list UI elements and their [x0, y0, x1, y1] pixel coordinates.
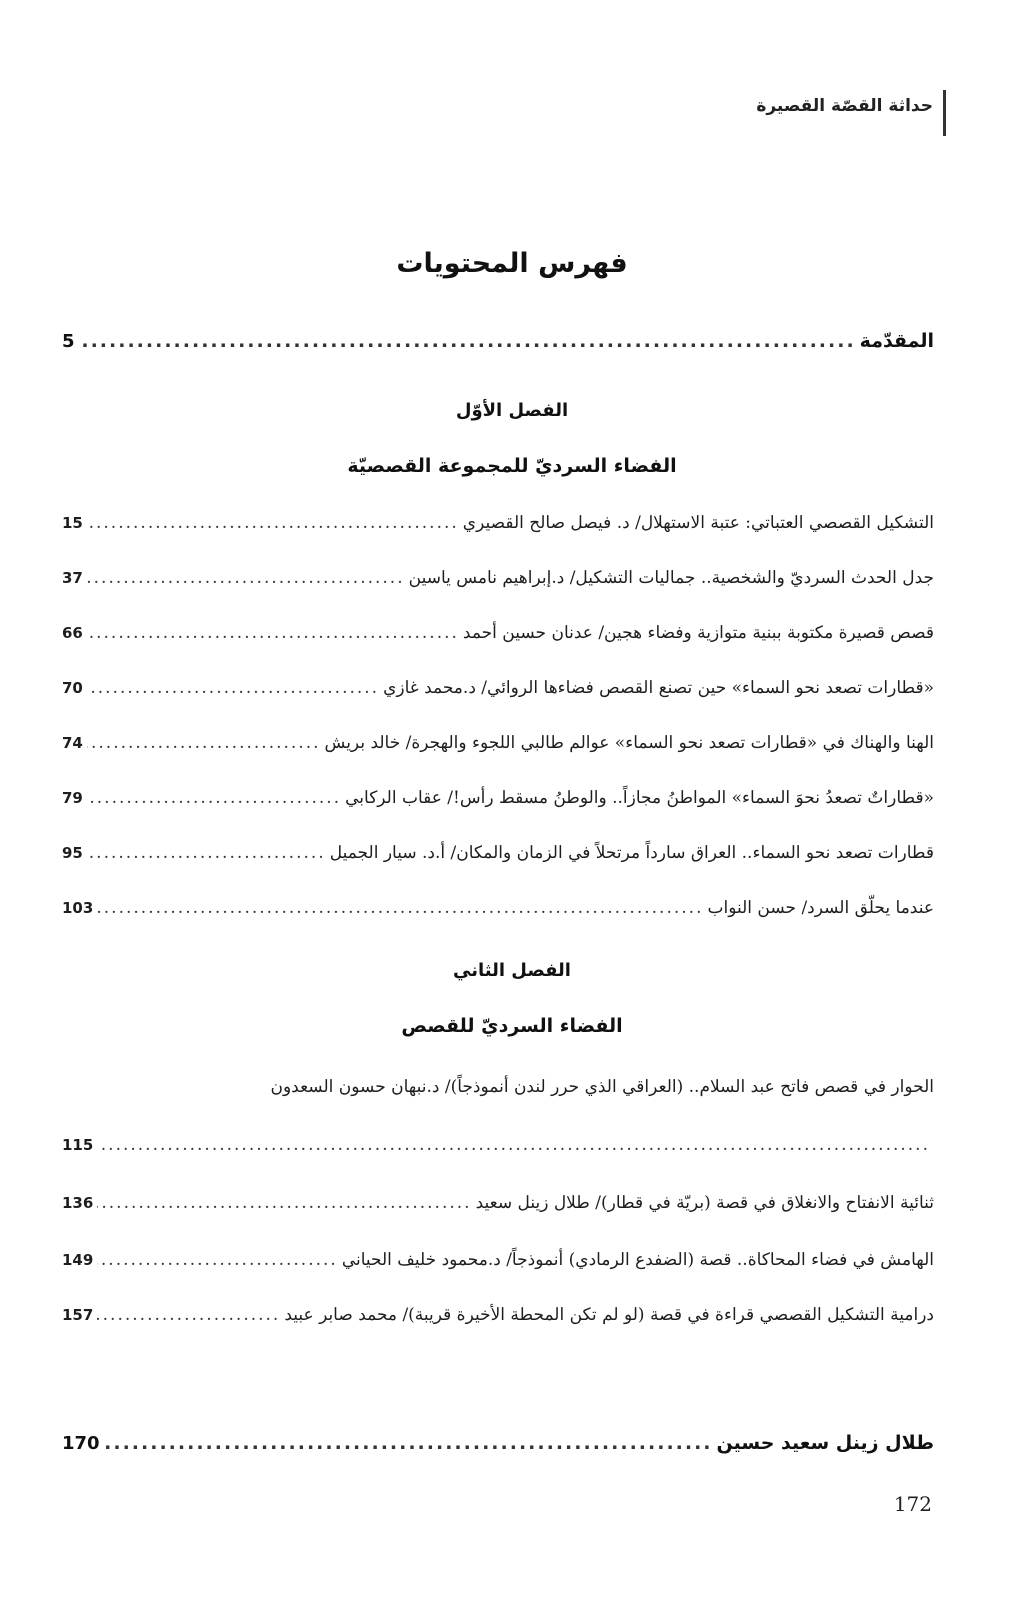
dot-leader: [97, 1135, 930, 1155]
toc-entry[interactable]: [62, 843, 934, 863]
dot-leader: [79, 330, 856, 352]
entry-page-number: 37: [62, 569, 83, 587]
dot-leader: [87, 733, 321, 753]
toc-entry-author[interactable]: [62, 1432, 934, 1454]
chapter2-number: الفصل الثاني: [453, 960, 571, 981]
entry-page-number: 136: [62, 1194, 94, 1212]
toc-entry[interactable]: [62, 898, 934, 918]
toc-entry[interactable]: [62, 733, 934, 753]
entry-label: عندما يحلّق السرد/ حسن النواب: [707, 898, 934, 918]
entry-page-number: 5: [62, 331, 75, 352]
toc-entry[interactable]: [62, 568, 934, 588]
entry-page-number: 79: [62, 789, 83, 807]
dot-leader: [104, 1432, 713, 1454]
toc-entry[interactable]: [62, 513, 934, 533]
header-rule: [943, 90, 946, 136]
running-header-title: حداثة القصّة القصيرة: [756, 96, 933, 116]
toc-entry[interactable]: [62, 1305, 934, 1325]
dot-leader: [87, 788, 341, 808]
entry-label: الهنا والهناك في «قطارات تصعد نحو السماء» عوالم طالبي اللجوء والهجرة/ خالد بريش: [324, 733, 934, 753]
dot-leader: [97, 1250, 338, 1270]
entry-page-number: 15: [62, 514, 83, 532]
entry-page-number: 157: [62, 1306, 94, 1324]
toc-entry[interactable]: [62, 788, 934, 808]
toc-entry-continuation[interactable]: [62, 1135, 934, 1155]
entry-label: ثنائية الانفتاح والانغلاق في قصة (بريّة في قطار)/ طلال زينل سعيد: [475, 1193, 934, 1213]
toc-entry[interactable]: [62, 1250, 934, 1270]
page-number: 172: [893, 1492, 932, 1516]
entry-label: التشكيل القصصي العتباتي: عتبة الاستهلال/ د. فيصل صالح القصيري: [462, 513, 934, 533]
entry-page-number: 103: [62, 899, 94, 917]
dot-leader: [97, 1193, 471, 1213]
entry-page-number: 149: [62, 1251, 94, 1269]
dot-leader: [97, 898, 703, 918]
entry-page-number: 115: [62, 1136, 94, 1154]
running-header: [756, 90, 946, 138]
toc-entry-introduction[interactable]: [62, 330, 934, 352]
entry-label: «قطاراتٌ تصعدُ نحوَ السماء» المواطنُ مجازاً.. والوطنُ مسقط رأس!/ عقاب الركابي: [345, 788, 934, 808]
entry-label: درامية التشكيل القصصي قراءة في قصة (لو لم تكن المحطة الأخيرة قريبة)/ محمد صابر عبيد: [284, 1305, 934, 1325]
entry-label: الحوار في قصص فاتح عبد السلام.. (العراقي الذي حرر لندن أنموذجاً)/ د.نبهان حسون السعدون: [270, 1077, 934, 1097]
entry-label: «قطارات تصعد نحو السماء» حين تصنع القصص فضاءها الروائي/ د.محمد غازي: [383, 678, 934, 698]
entry-page-number: 95: [62, 844, 83, 862]
entry-label: طلال زينل سعيد حسين: [716, 1432, 934, 1454]
entry-page-number: 70: [62, 679, 83, 697]
entry-page-number: 170: [62, 1433, 100, 1454]
toc-entry[interactable]: [62, 1193, 934, 1213]
chapter2-title: الفضاء السرديّ للقصص: [401, 1015, 623, 1037]
dot-leader: [87, 678, 379, 698]
dot-leader: [87, 843, 326, 863]
entry-page-number: 66: [62, 624, 83, 642]
entry-label: قطارات تصعد نحو السماء.. العراق سارداً مرتحلاً في الزمان والمكان/ أ.د. سيار الجميل: [329, 843, 934, 863]
entry-label: جدل الحدث السرديّ والشخصية.. جماليات التشكيل/ د.إبراهيم نامس ياسين: [408, 568, 934, 588]
dot-leader: [87, 513, 459, 533]
dot-leader: [87, 568, 405, 588]
dot-leader: [87, 623, 459, 643]
dot-leader: [97, 1305, 280, 1325]
entry-label: المقدّمة: [859, 330, 934, 352]
chapter1-title: الفضاء السرديّ للمجموعة القصصيّة: [347, 455, 677, 477]
toc-entry[interactable]: [62, 623, 934, 643]
entry-label: قصص قصيرة مكتوبة ببنية متوازية وفضاء هجين/ عدنان حسين أحمد: [462, 623, 934, 643]
toc-entry[interactable]: [62, 1077, 934, 1097]
toc-title: فهرس المحتويات: [396, 248, 628, 279]
toc-entry[interactable]: [62, 678, 934, 698]
chapter1-number: الفصل الأوّل: [455, 400, 569, 421]
entry-label: الهامش في فضاء المحاكاة.. قصة (الضفدع الرمادي) أنموذجاً/ د.محمود خليف الحياني: [341, 1250, 934, 1270]
entry-page-number: 74: [62, 734, 83, 752]
